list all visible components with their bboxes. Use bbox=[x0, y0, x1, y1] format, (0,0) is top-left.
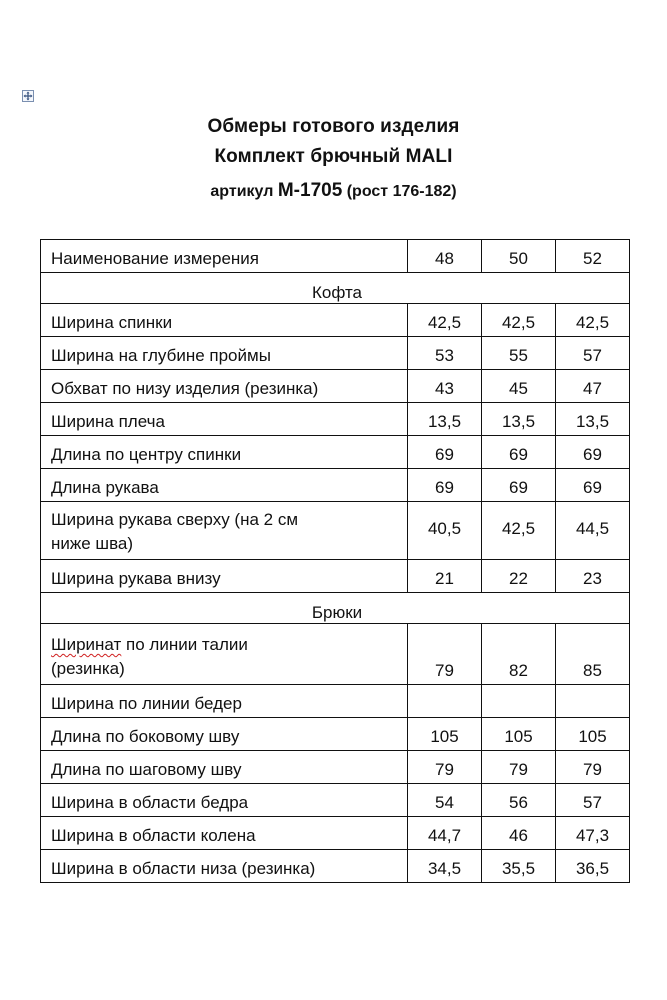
cell-value: 36,5 bbox=[556, 850, 630, 883]
header-size-50: 50 bbox=[482, 240, 556, 273]
measurements-table bbox=[40, 239, 630, 883]
cell-value: 13,5 bbox=[408, 403, 482, 436]
row-name: Ширина рукава внизу bbox=[41, 560, 408, 593]
cell-value: 47,3 bbox=[556, 817, 630, 850]
cell-value: 105 bbox=[408, 718, 482, 751]
row-name bbox=[41, 624, 408, 685]
cell-value: 69 bbox=[408, 469, 482, 502]
header-row bbox=[41, 240, 630, 273]
section-row-bryuki bbox=[41, 593, 630, 624]
row-name: Ширина на глубине проймы bbox=[41, 337, 408, 370]
cell-value: 69 bbox=[408, 436, 482, 469]
cell-value: 22 bbox=[482, 560, 556, 593]
cell-value bbox=[482, 685, 556, 718]
cell-value: 79 bbox=[482, 751, 556, 784]
row-name-line-1: Ширина рукава сверху (на 2 см bbox=[51, 510, 299, 529]
header-size-52: 52 bbox=[556, 240, 630, 273]
cell-value: 85 bbox=[556, 624, 630, 685]
row-name-rest: по линии талии bbox=[121, 635, 248, 654]
table-row bbox=[41, 502, 630, 560]
row-name: Ширина в области бедра bbox=[41, 784, 408, 817]
article-label: артикул bbox=[210, 183, 274, 200]
cell-value: 35,5 bbox=[482, 850, 556, 883]
table-row bbox=[41, 685, 630, 718]
cell-value: 54 bbox=[408, 784, 482, 817]
cell-value: 105 bbox=[556, 718, 630, 751]
row-name: Длина по боковому шву bbox=[41, 718, 408, 751]
cell-value: 53 bbox=[408, 337, 482, 370]
cell-value: 42,5 bbox=[408, 304, 482, 337]
cell-value: 44,7 bbox=[408, 817, 482, 850]
cell-value: 69 bbox=[482, 469, 556, 502]
section-row-kofta bbox=[41, 273, 630, 304]
table-row bbox=[41, 436, 630, 469]
cell-value: 79 bbox=[408, 751, 482, 784]
cell-value bbox=[556, 685, 630, 718]
cell-value: 42,5 bbox=[482, 304, 556, 337]
cell-value: 23 bbox=[556, 560, 630, 593]
row-name-line-2: (резинка) bbox=[51, 659, 125, 678]
table-row bbox=[41, 784, 630, 817]
cell-value: 44,5 bbox=[556, 502, 630, 560]
table-row bbox=[41, 560, 630, 593]
table-row bbox=[41, 337, 630, 370]
cell-value: 55 bbox=[482, 337, 556, 370]
article-number: М-1705 bbox=[277, 180, 343, 201]
cell-value: 69 bbox=[556, 469, 630, 502]
table-row bbox=[41, 850, 630, 883]
section-title: Кофта bbox=[41, 273, 630, 304]
row-name: Обхват по низу изделия (резинка) bbox=[41, 370, 408, 403]
cell-value: 57 bbox=[556, 337, 630, 370]
header-size-48: 48 bbox=[408, 240, 482, 273]
row-name bbox=[41, 502, 408, 560]
cell-value: 69 bbox=[556, 436, 630, 469]
section-title: Брюки bbox=[41, 593, 630, 624]
row-name: Длина по центру спинки bbox=[41, 436, 408, 469]
header-name-cell: Наименование измерения bbox=[41, 240, 408, 273]
article-line bbox=[0, 176, 667, 207]
document-title: Обмеры готового изделия bbox=[207, 116, 460, 137]
table-row bbox=[41, 718, 630, 751]
row-name: Ширина по линии бедер bbox=[41, 685, 408, 718]
cell-value: 42,5 bbox=[482, 502, 556, 560]
table-row bbox=[41, 304, 630, 337]
table-move-handle-icon[interactable] bbox=[22, 90, 34, 102]
spellcheck-word[interactable]: Ширинат bbox=[51, 635, 122, 654]
table-row bbox=[41, 370, 630, 403]
cell-value: 46 bbox=[482, 817, 556, 850]
cell-value: 105 bbox=[482, 718, 556, 751]
cell-value: 34,5 bbox=[408, 850, 482, 883]
growth-range: (рост 176-182) bbox=[346, 183, 457, 200]
table-row bbox=[41, 817, 630, 850]
cell-value: 82 bbox=[482, 624, 556, 685]
cell-value: 79 bbox=[556, 751, 630, 784]
cell-value: 79 bbox=[408, 624, 482, 685]
cell-value: 56 bbox=[482, 784, 556, 817]
row-name: Длина рукава bbox=[41, 469, 408, 502]
row-name: Ширина плеча bbox=[41, 403, 408, 436]
cell-value: 21 bbox=[408, 560, 482, 593]
cell-value: 69 bbox=[482, 436, 556, 469]
row-name: Ширина в области низа (резинка) bbox=[41, 850, 408, 883]
row-name: Длина по шаговому шву bbox=[41, 751, 408, 784]
cell-value: 42,5 bbox=[556, 304, 630, 337]
cell-value: 57 bbox=[556, 784, 630, 817]
cell-value bbox=[408, 685, 482, 718]
document-header bbox=[0, 112, 667, 207]
row-name: Ширина спинки bbox=[41, 304, 408, 337]
table-row bbox=[41, 403, 630, 436]
cell-value: 13,5 bbox=[556, 403, 630, 436]
table-row bbox=[41, 469, 630, 502]
cell-value: 47 bbox=[556, 370, 630, 403]
cell-value: 43 bbox=[408, 370, 482, 403]
product-name: Комплект брючный MALI bbox=[214, 146, 453, 167]
table-row bbox=[41, 751, 630, 784]
cell-value: 40,5 bbox=[408, 502, 482, 560]
cell-value: 13,5 bbox=[482, 403, 556, 436]
table-row bbox=[41, 624, 630, 685]
cell-value: 45 bbox=[482, 370, 556, 403]
row-name-line-2: ниже шва) bbox=[51, 534, 134, 553]
row-name: Ширина в области колена bbox=[41, 817, 408, 850]
